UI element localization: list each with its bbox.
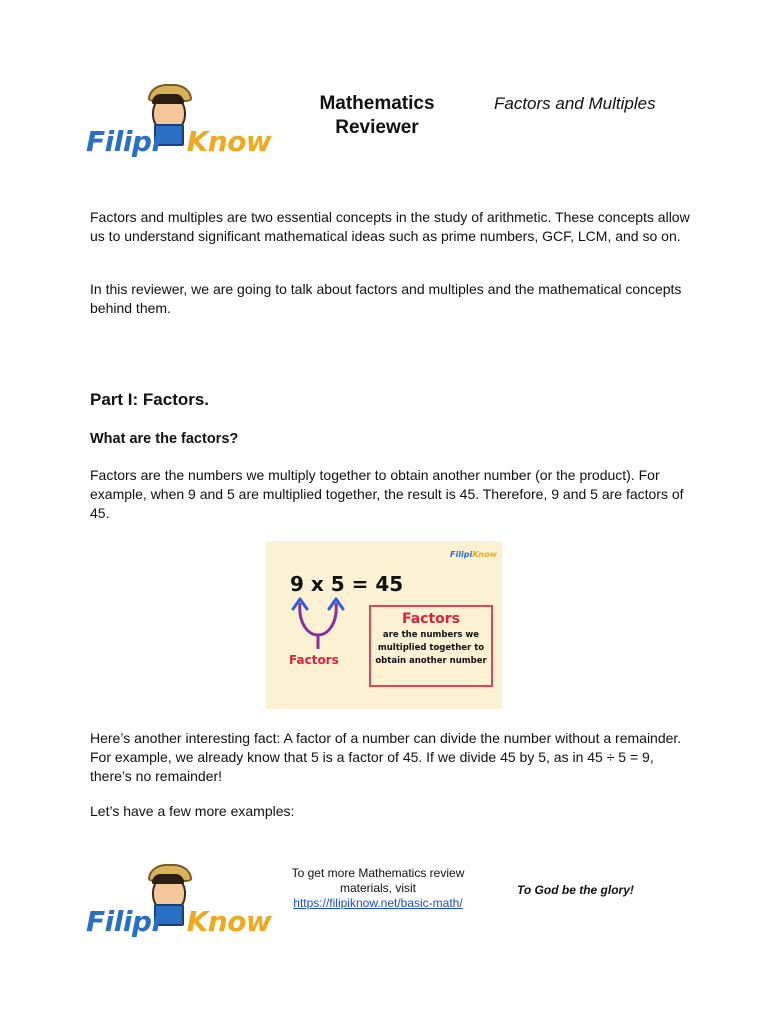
logo-part1: Filipi [86, 125, 161, 158]
definition-text: are the numbers we multiplied together to obtain another number [375, 630, 487, 666]
logo-wordmark [86, 905, 271, 938]
mini-logo-part1: Filipi [450, 550, 473, 559]
logo-part2: Know [186, 905, 272, 938]
definition-title: Factors [401, 611, 461, 627]
factors-paragraph: Factors are the numbers we multiply together to obtain another number (or the product). For example, when 9 and 5 are multiplied together, the result is 45. Therefore, 9 and 5 are factors of 45. [90, 467, 684, 521]
logo-part1: Filipi [86, 905, 161, 938]
logo-wordmark [86, 125, 271, 158]
examples-paragraph: Let’s have a few more examples: [90, 803, 295, 819]
footer-text-line2: materials, visit [339, 881, 416, 895]
hair-icon [152, 874, 184, 884]
footer-motto: To God be the glory! [517, 883, 634, 897]
page-title [300, 92, 454, 140]
footer-logo [86, 864, 272, 944]
hair-icon [152, 94, 184, 104]
part-heading: Part I: Factors. [90, 390, 210, 409]
footer-link[interactable]: https://filipiknow.net/basic-math/ [293, 896, 463, 910]
definition-box [369, 605, 493, 687]
page-subtitle: Factors and Multiples [494, 94, 656, 113]
page-title-line1: Mathematics [319, 93, 435, 114]
arrow-label: Factors [289, 653, 339, 667]
mini-logo [450, 550, 497, 559]
intro-paragraph-1: Factors and multiples are two essential concepts in the study of arithmetic. These concepts allow us to understand significant mathematical ideas such as prime numbers, GCF, LCM, and so on. [90, 209, 690, 244]
question-heading: What are the factors? [90, 431, 239, 447]
factors-illustration [266, 541, 502, 709]
footer-text-line1: To get more Mathematics review [291, 866, 465, 880]
footer-info [278, 866, 478, 911]
fact-paragraph: Here’s another interesting fact: A factor of a number can divide the number without a remainder. For example, we already know that 5 is a factor of 45. If we divide 45 by 5, as in 45 ÷ 5 = 9, there’s no remainder! [90, 730, 682, 784]
header-logo [86, 84, 272, 164]
mini-logo-part2: Know [472, 550, 497, 559]
equation: 9 x 5 = 45 [290, 572, 404, 596]
arrows-icon [284, 595, 354, 651]
logo-part2: Know [186, 125, 272, 158]
page-title-line2: Reviewer [335, 117, 419, 138]
intro-paragraph-2: In this reviewer, we are going to talk about factors and multiples and the mathematical concepts behind them. [90, 281, 682, 316]
